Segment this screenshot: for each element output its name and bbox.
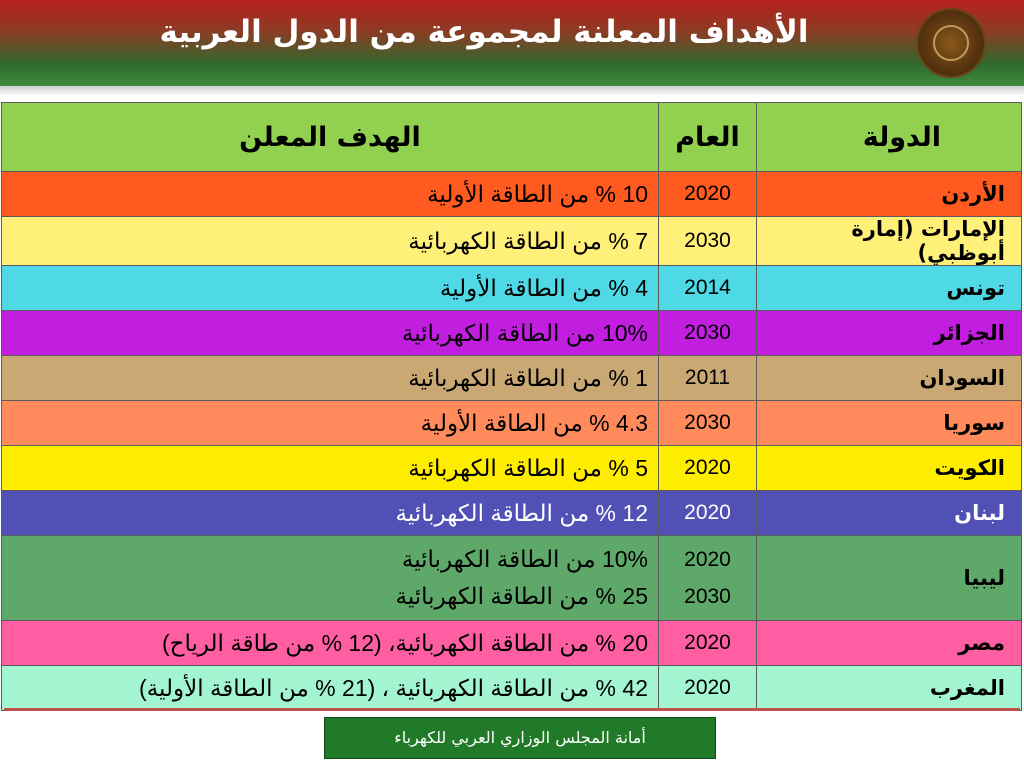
header-year: العام [659, 103, 757, 172]
target-cell [2, 356, 659, 401]
goals-table [1, 102, 1022, 711]
footer-text: أمانة المجلس الوزاري العربي للكهرباء [394, 728, 646, 747]
year-value: 2030 [684, 411, 731, 434]
year-value: 2030 [684, 229, 731, 252]
target-value: 7 % من الطاقة الكهربائية [408, 227, 648, 254]
header-target: الهدف المعلن [2, 103, 659, 172]
year-value: 2030 [684, 321, 731, 344]
table-row [2, 311, 1022, 356]
table-row [2, 217, 1022, 266]
title-banner [0, 0, 1024, 86]
year-cell [659, 172, 757, 217]
year-value: 2011 [684, 366, 731, 389]
table-row [2, 266, 1022, 311]
year-cell [659, 446, 757, 491]
table-row [2, 356, 1022, 401]
target-value: 25 % من الطاقة الكهربائية [395, 583, 648, 609]
year-value: 2030 [684, 585, 731, 608]
target-value: 1 % من الطاقة الكهربائية [408, 364, 648, 391]
target-cell [2, 621, 659, 666]
country-cell: الجزائر [757, 311, 1022, 356]
header-country: الدولة [757, 103, 1022, 172]
year-cell [659, 217, 757, 266]
year-cell [659, 536, 757, 621]
arab-league-emblem-icon [918, 10, 984, 76]
target-value: 10% من الطاقة الكهربائية [401, 546, 648, 572]
target-cell [2, 666, 659, 711]
country-cell: المغرب [757, 666, 1022, 711]
header-shadow [0, 86, 1024, 96]
table-row [2, 621, 1022, 666]
target-cell [2, 172, 659, 217]
table-header-row [2, 103, 1022, 172]
country-cell: ليبيا [757, 536, 1022, 621]
country-cell: الكويت [757, 446, 1022, 491]
table-row [2, 401, 1022, 446]
country-cell: الإمارات (إمارة أبوظبي) [757, 217, 1022, 266]
table-row [2, 491, 1022, 536]
year-value: 2020 [684, 501, 731, 524]
year-cell [659, 401, 757, 446]
emblem-ring [933, 25, 969, 61]
target-value: 42 % من الطاقة الكهربائية ، (21 % من الطاقة الأولية) [139, 674, 648, 701]
footer-banner [324, 717, 716, 759]
target-value: 10% من الطاقة الكهربائية [401, 319, 648, 346]
year-cell [659, 266, 757, 311]
target-value: 20 % من الطاقة الكهربائية، (12 % من طاقة الرياح) [161, 629, 648, 656]
year-cell [659, 491, 757, 536]
country-cell: تونس [757, 266, 1022, 311]
year-cell [659, 311, 757, 356]
country-cell: السودان [757, 356, 1022, 401]
country-cell: سوريا [757, 401, 1022, 446]
year-value: 2020 [684, 548, 731, 571]
year-value: 2020 [684, 631, 731, 654]
table-row [2, 446, 1022, 491]
country-cell: الأردن [757, 172, 1022, 217]
target-cell [2, 266, 659, 311]
target-cell [2, 401, 659, 446]
year-value: 2020 [684, 676, 731, 699]
target-value: 4.3 % من الطاقة الأولية [420, 409, 648, 436]
year-cell [659, 621, 757, 666]
target-cell [2, 311, 659, 356]
country-cell: لبنان [757, 491, 1022, 536]
table-row [2, 666, 1022, 711]
target-cell [2, 536, 659, 621]
year-cell [659, 356, 757, 401]
target-value: 5 % من الطاقة الكهربائية [408, 454, 648, 481]
year-value: 2014 [684, 276, 731, 299]
page-title: الأهداف المعلنة لمجموعة من الدول العربية [159, 14, 809, 50]
table-row [2, 536, 1022, 621]
target-value: 12 % من الطاقة الكهربائية [395, 499, 648, 526]
target-value: 10 % من الطاقة الأولية [427, 180, 648, 207]
country-cell: مصر [757, 621, 1022, 666]
target-cell [2, 217, 659, 266]
target-cell [2, 491, 659, 536]
target-cell [2, 446, 659, 491]
target-value: 4 % من الطاقة الأولية [439, 274, 648, 301]
year-value: 2020 [684, 182, 731, 205]
bottom-divider [4, 708, 1020, 711]
year-cell [659, 666, 757, 711]
year-value: 2020 [684, 456, 731, 479]
table-row [2, 172, 1022, 217]
table-body [2, 172, 1022, 711]
